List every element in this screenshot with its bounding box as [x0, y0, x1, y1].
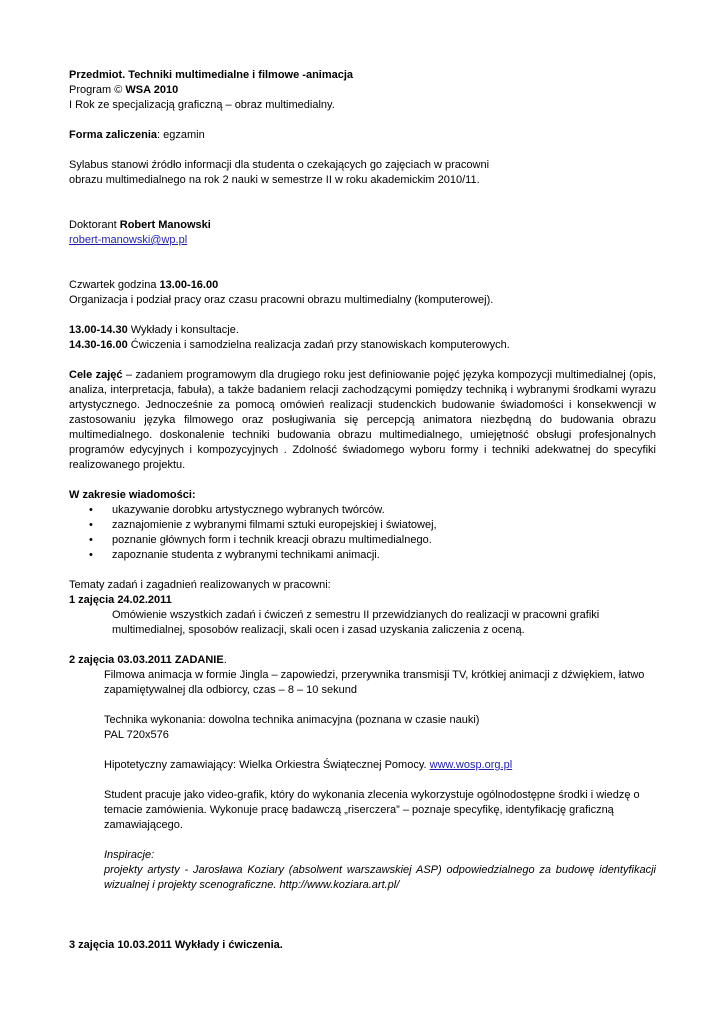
- email-link[interactable]: robert-manowski@wp.pl: [69, 234, 188, 246]
- schedule-day: Czwartek godzina 13.00-16.00: [69, 279, 219, 291]
- wosp-link[interactable]: www.wosp.org.pl: [429, 759, 513, 771]
- zajecia-2-format: PAL 720x576: [104, 729, 169, 741]
- course-title: Przedmiot. Techniki multimedialne i filmowe -animacja: [69, 69, 354, 81]
- zajecia-1-heading: 1 zajęcia 24.02.2011: [69, 594, 172, 606]
- wiedza-list: [69, 503, 656, 563]
- inspiracje-text: projekty artysty - Jarosława Koziary (absolwent warszawskiej ASP) odpowiedzialnego za budowę identyfikacji wizualnej i projekty scenograficzne. http://www.koziara.art.pl/: [104, 864, 656, 891]
- zajecia-2-technique: Technika wykonania: dowolna technika animacyjna (poznana w czasie nauki): [104, 714, 480, 726]
- list-item: • poznanie głównych form i technik kreacji obrazu multimedialnego.: [89, 534, 432, 546]
- schedule-slot-1: 13.00-14.30 Wykłady i konsultacje.: [69, 324, 239, 336]
- zajecia-2-client: Hipotetyczny zamawiający: Wielka Orkiestra Świątecznej Pomocy. www.wosp.org.pl: [104, 759, 513, 771]
- list-item: • zaznajomienie z wybranymi filmami sztuki europejskiej i światowej,: [89, 519, 437, 531]
- sylabus-line-2: obrazu multimedialnego na rok 2 nauki w semestrze II w roku akademickim 2010/11.: [69, 174, 480, 186]
- document-page: [69, 68, 656, 953]
- zajecia-2-description: Filmowa animacja w formie Jingla – zapowiedzi, przerywnika transmisji TV, krótkiej animacji z dźwiękiem, łatwo zapamiętywalnej dla odbiorcy, czas – 8 – 10 sekund: [104, 669, 645, 696]
- email-line: [69, 233, 656, 248]
- bullet-icon: •: [89, 504, 93, 516]
- bullet-icon: •: [89, 549, 93, 561]
- zajecia-2-heading: 2 zajęcia 03.03.2011 ZADANIE.: [69, 654, 227, 666]
- program-line: Program © WSA 2010: [69, 84, 179, 96]
- year-line: I Rok ze specjalizacją graficzną – obraz multimedialny.: [69, 99, 335, 111]
- tematy-intro: Tematy zadań i zagadnień realizowanych w pracowni:: [69, 579, 331, 591]
- schedule-organization: Organizacja i podział pracy oraz czasu pracowni obrazu multimedialny (komputerowej).: [69, 294, 494, 306]
- forma-zaliczenia: Forma zaliczenia: egzamin: [69, 129, 205, 141]
- list-item: • zapoznanie studenta z wybranymi technikami animacji.: [89, 549, 380, 561]
- bullet-icon: •: [89, 534, 93, 546]
- zajecia-3-heading: 3 zajęcia 10.03.2011 Wykłady i ćwiczenia.: [69, 939, 283, 951]
- doktorant-line: Doktorant Robert Manowski: [69, 219, 211, 231]
- inspiracje-label: Inspiracje:: [104, 849, 155, 861]
- cele-zajec-paragraph: Cele zajęć – zadaniem programowym dla drugiego roku jest definiowanie pojęć języka kompozycji multimedialnej (opis, analiza, interpretacja, fabuła), a także badaniem relacji zachodzącymi pomiędzy techniką i wybranymi środkami wyrazu artystycznego. Jednocześnie za pomocą omówień realizacji studenckich budowanie świadomości i konsekwencji w zastosowaniu języka filmowego oraz posługiwania się percepcją animatora niezbędną do budowania obrazu multimedialnego. doskonalenie techniki budowania obrazu multimedialnego, umiejętność obsługi profesjonalnych programów edycyjnych i kompozycyjnych . Zdolność świadomego wyboru formy i techniki adekwatnej do specyfiki realizowanego projektu.: [69, 369, 656, 471]
- sylabus-line-1: Sylabus stanowi źródło informacji dla studenta o czekających go zajęciach w pracowni: [69, 159, 490, 171]
- bullet-icon: •: [89, 519, 93, 531]
- list-item: • ukazywanie dorobku artystycznego wybranych twórców.: [89, 504, 385, 516]
- zajecia-2-student: Student pracuje jako video-grafik, który do wykonania zlecenia wykorzystuje ogólnodostępne środki i wiedzę o temacie zamówienia. Wykonuje pracę badawczą „riserczera” – poznaje specyfikę, identyfikację graficzną zamawiającego.: [104, 789, 640, 831]
- wiedza-heading: W zakresie wiadomości:: [69, 489, 196, 501]
- zajecia-1-text: Omówienie wszystkich zadań i ćwiczeń z semestru II przewidzianych do realizacji w pracowni grafiki multimedialnej, sposobów realizacji, skali ocen i zasad uzyskania zaliczenia z oceną.: [112, 609, 600, 636]
- schedule-slot-2: 14.30-16.00 Ćwiczenia i samodzielna realizacja zadań przy stanowiskach komputerowych.: [69, 339, 510, 351]
- zajecia-2-body: [69, 668, 656, 893]
